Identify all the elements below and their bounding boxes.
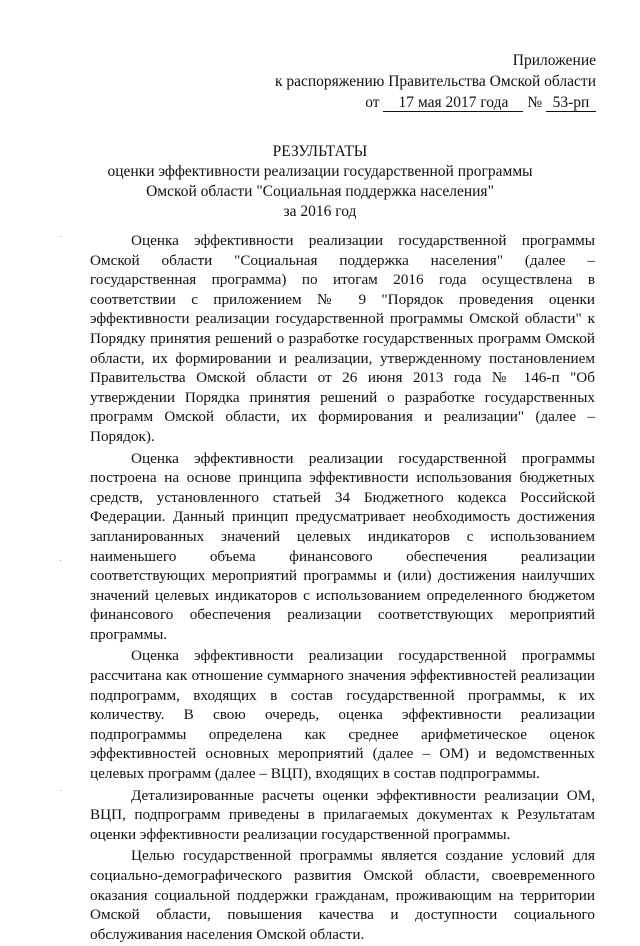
title-line-1: оценки эффективности реализации государственной программы <box>107 163 533 180</box>
order-number-prefix: № <box>527 94 543 111</box>
scan-speck <box>60 560 61 561</box>
order-date: 17 мая 2017 года <box>383 94 523 112</box>
scan-speck <box>60 236 61 237</box>
appendix-label: Приложение <box>512 52 596 69</box>
document-title <box>90 142 550 222</box>
appendix-reference: к распоряжению Правительства Омской области <box>274 73 596 90</box>
order-date-prefix: от <box>365 94 380 111</box>
order-number: 53-рп <box>546 94 596 112</box>
order-details <box>236 92 596 113</box>
title-line-2: Омской области "Социальная поддержка населения" <box>146 183 494 200</box>
appendix-header <box>236 50 596 113</box>
title-heading: РЕЗУЛЬТАТЫ <box>272 143 368 160</box>
paragraph-1: Оценка эффективности реализации государственной программы Омской области "Социальная поддержка населения" (далее – государственная программа) по итогам 2016 года осуществлена в соответствии с приложением № 9 "Порядок проведения оценки эффективности реализации государственной программы Омской области" к Порядку принятия решений о разработке государственных программ Омской области, их формировании и реализации, утвержденному постановлением Правительства Омской области от 26 июня 2013 года № 146-п "Об утверждении Порядка принятия решений о разработке государственных программ Омской области, их формирования и реализации" (далее – Порядок). <box>90 232 595 445</box>
paragraph-2: Оценка эффективности реализации государственной программы построена на основе принципа эффективности использования бюджетных средств, установленного статьей 34 Бюджетного кодекса Российской Федерации. Данный принцип предусматривает необходимость достижения запланированных значений целевых индикаторов с использованием наименьшего объема финансового обеспечения реализации соответствующих мероприятий программы и (или) достижения наилучших значений целевых индикаторов с использованием определенного бюджетом финансового обеспечения реализации соответствующих мероприятий программы. <box>90 449 595 643</box>
paragraph-4: Детализированные расчеты оценки эффективности реализации ОМ, ВЦП, подпрограмм приведены в прилагаемых документах к Результатам оценки эффективности реализации государственной программы. <box>90 786 595 843</box>
paragraph-5: Целью государственной программы является создание условий для социально-демографического развития Омской области, своевременного оказания социальной поддержки гражданам, проживающим на территории Омской области, повышения качества и доступности социального обслуживания населения Омской области. <box>90 847 595 943</box>
paragraph-3: Оценка эффективности реализации государственной программы рассчитана как отношение суммарного значения эффективностей реализации подпрограмм, входящих в состав государственной программы, к их количеству. В свою очередь, оценка эффективности реализации подпрограммы определена как среднее арифметическое оценок эффективностей основных мероприятий (далее – ОМ) и ведомственных целевых программ (далее – ВЦП), входящих в состав подпрограммы. <box>90 647 595 783</box>
title-line-3: за 2016 год <box>283 203 357 220</box>
scan-speck <box>60 790 61 791</box>
document-body <box>90 231 595 946</box>
